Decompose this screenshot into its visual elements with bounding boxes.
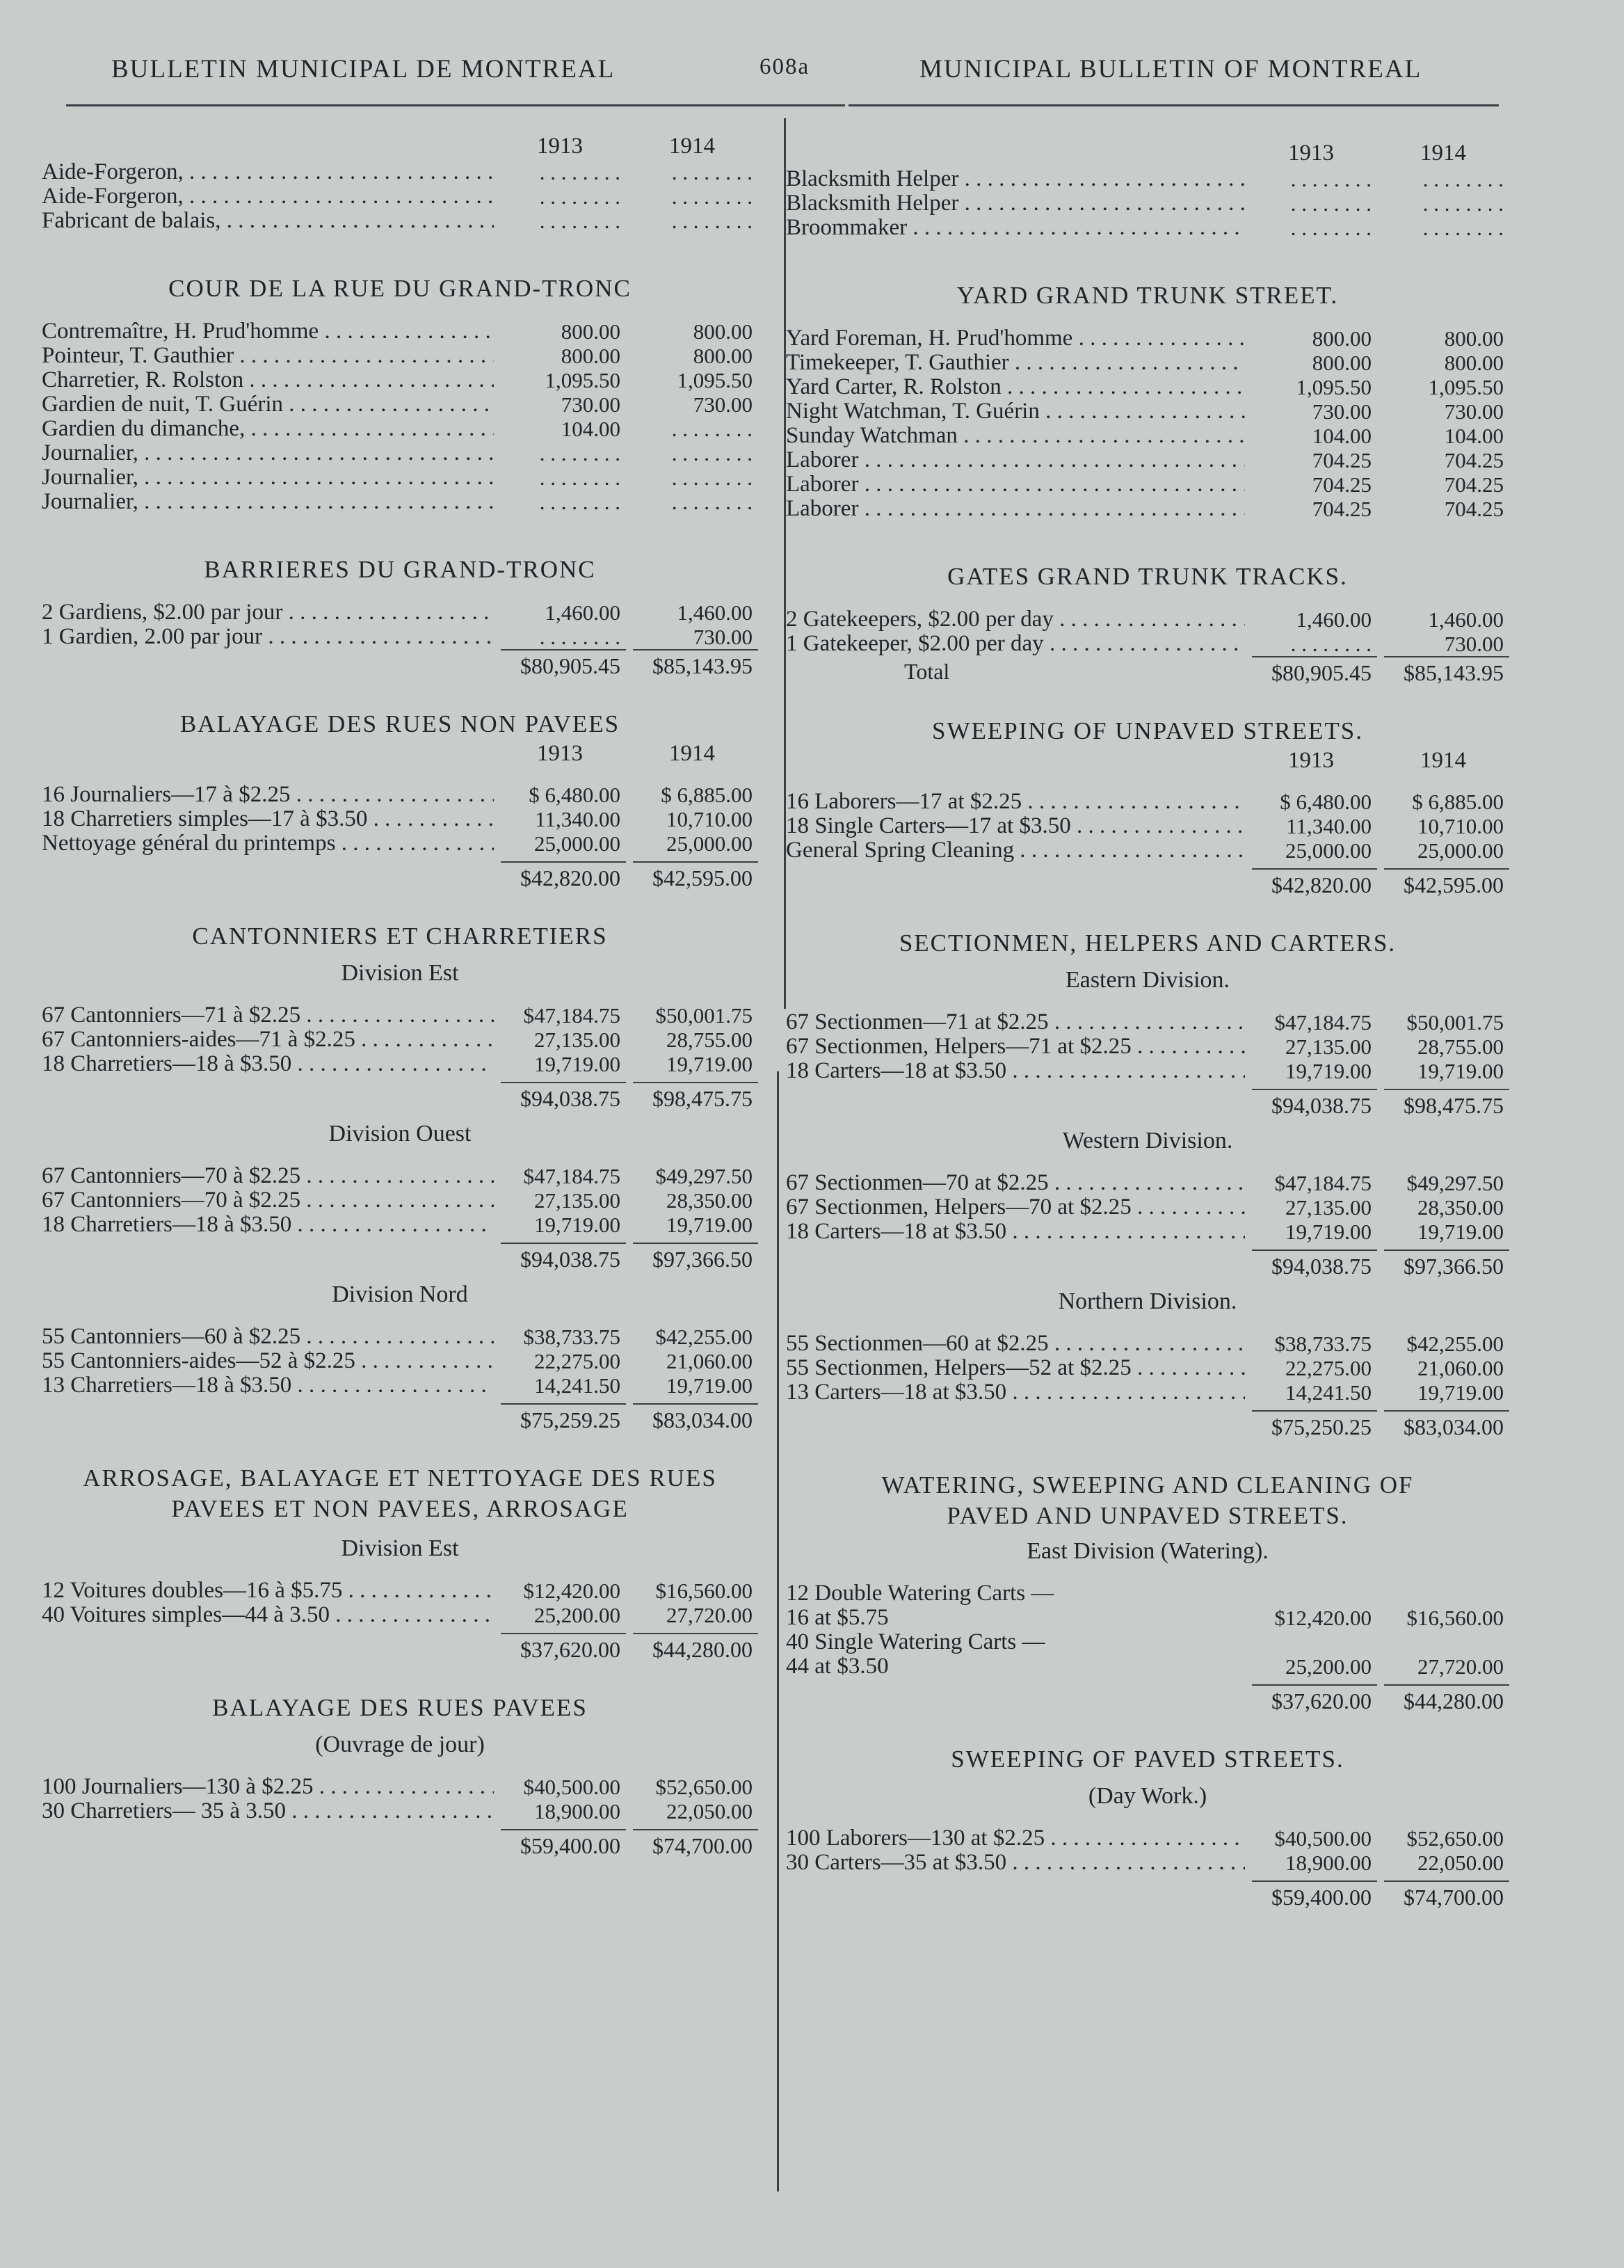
list-item: 18 Carters—18 at $3.50 . . . 19,719.00 19,719.00 [786,1220,1509,1244]
section-total: $75,250.25 $83,034.00 [786,1410,1509,1442]
list-item: 16 Journaliers—17 à $2.25 . . . $ 6,480.00 $ 6,885.00 [42,783,758,807]
subsection-title: Division Nord [332,1281,468,1307]
subsection-title: Eastern Division. [1065,967,1230,993]
list-item: 18 Charretiers—18 à $3.50 . . . 19,719.00 19,719.00 [42,1213,758,1237]
section-title: SECTIONMEN, HELPERS AND CARTERS. [899,929,1397,957]
list-item: 12 Voitures doubles—16 à $5.75 . . . $12,420.00 $16,560.00 [42,1579,758,1603]
section-title-line2: PAVEES ET NON PAVEES, ARROSAGE [171,1495,629,1522]
section-title: BARRIERES DU GRAND-TRONC [204,556,596,583]
list-item: 1 Gatekeeper, $2.00 per day . . . . . . . . . . . 730.00 [786,632,1509,656]
section-total: $94,038.75 $98,475.75 [42,1082,758,1114]
list-item: 40 Single Watering Carts — 44 at $3.50 25,200.00 27,720.00 [786,1629,1504,1679]
list-item: Night Watchman, T. Guérin . . . 730.00 730.00 [786,399,1509,424]
header-french-title: BULLETIN MUNICIPAL DE MONTREAL [111,55,616,83]
list-item: 18 Single Carters—17 at $3.50 . . . 11,340.00 10,710.00 [786,814,1509,838]
year-header: 1913 1914 [1288,141,1466,166]
section-total: Total $80,905.45 $85,143.95 [786,656,1509,688]
list-item: Journalier, . . . . . . . . . . . . . . . . . . . [42,441,758,465]
list-item: 100 Journaliers—130 à $2.25 . . . $40,500.00 $52,650.00 [42,1775,758,1799]
list-item: 1 Gardien, 2.00 par jour . . . . . . . . . . . 730.00 [42,625,758,649]
page-number: 608a [759,54,810,79]
list-item: Laborer . . . 704.25 704.25 [786,448,1509,472]
section-total: $59,400.00 $74,700.00 [42,1829,758,1861]
smiths-list [786,167,1509,240]
list-item: Gardien de nuit, T. Guérin . . . 730.00 730.00 [42,392,758,417]
list-item: Journalier, . . . . . . . . . . . . . . . . . . . [42,490,758,514]
section-title: GATES GRAND TRUNK TRACKS. [947,563,1348,590]
year-header: 1913 1914 [537,741,715,766]
column-divider-lower [777,1071,779,2191]
section-title: BALAYAGE DES RUES PAVEES [212,1694,588,1721]
list-item: Blacksmith Helper . . . . . . . . . . . . . . . . . . . [786,191,1509,216]
list-item: 13 Carters—18 at $3.50 . . . 14,241.50 19,719.00 [786,1380,1509,1405]
list-item: Laborer . . . 704.25 704.25 [786,472,1509,497]
subsection-title: (Ouvrage de jour) [315,1732,485,1757]
section-title: YARD GRAND TRUNK STREET. [956,282,1339,309]
year-header: 1913 1914 [1288,748,1466,773]
list-item: 18 Carters—18 at $3.50 . . . 19,719.00 19,719.00 [786,1059,1509,1083]
smiths-list [42,160,758,233]
list-item: Yard Foreman, H. Prud'homme . . . 800.00 800.00 [786,326,1509,351]
subsection-title: Division Ouest [328,1121,472,1147]
list-item: 30 Carters—35 at $3.50 . . . 18,900.00 22,050.00 [786,1851,1509,1875]
section-total: $59,400.00 $74,700.00 [786,1880,1509,1912]
subsection-title: Northern Division. [1058,1288,1237,1314]
subsection-title: Western Division. [1062,1128,1233,1153]
year-header [42,111,758,160]
list-item: Charretier, R. Rolston . . . 1,095.50 1,095.50 [42,368,758,392]
year-1913: 1913 [537,134,583,159]
total-label: Total [904,659,950,684]
yard-list [786,326,1509,521]
list-item: 13 Charretiers—18 à $3.50 . . . 14,241.50 19,719.00 [42,1373,758,1398]
list-item: 67 Sectionmen, Helpers—71 at $2.25 . . . 27,135.00 28,755.00 [786,1035,1509,1059]
subsection-title: (Day Work.) [1088,1783,1207,1809]
section-total: $42,820.00 $42,595.00 [786,868,1509,900]
list-item: Yard Carter, R. Rolston . . . 1,095.50 1,095.50 [786,375,1509,399]
section-title: SWEEPING OF PAVED STREETS. [951,1746,1344,1773]
section-total: $94,038.75 $97,366.50 [42,1243,758,1275]
section-title: BALAYAGE DES RUES NON PAVEES [179,710,620,737]
list-item: Aide-Forgeron, . . . . . . . . . . . . . . . . . . . [42,160,758,184]
subsection-title: Division Est [341,1535,459,1561]
list-item: 55 Sectionmen, Helpers—52 at $2.25 . . . 22,275.00 21,060.00 [786,1356,1509,1380]
list-item: Broommaker . . . . . . . . . . . . . . . . . . . [786,216,1509,240]
french-column [42,111,758,1861]
list-item: Laborer . . . 704.25 704.25 [786,497,1509,521]
section-total: $42,820.00 $42,595.00 [42,861,758,893]
list-item: Aide-Forgeron, . . . . . . . . . . . . . . . . . . . [42,184,758,209]
list-item: 55 Cantonniers-aides—52 à $2.25 . . . 22,275.00 21,060.00 [42,1349,758,1373]
english-column [786,111,1509,1912]
section-total: $37,620.00 $44,280.00 [786,1684,1509,1716]
section-title: COUR DE LA RUE DU GRAND-TRONC [168,275,632,302]
list-item: Gardien du dimanche, . . . 104.00 . . . . . . . . [42,417,758,441]
list-item: 18 Charretiers simples—17 à $3.50 . . . 11,340.00 10,710.00 [42,807,758,831]
list-item: 67 Cantonniers—70 à $2.25 . . . 27,135.00 28,350.00 [42,1188,758,1213]
subsection-title: Division Est [341,960,459,986]
list-item: 18 Charretiers—18 à $3.50 . . . 19,719.00 19,719.00 [42,1052,758,1076]
list-item: Contremaître, H. Prud'homme . . . 800.00 800.00 [42,319,758,344]
section-total: $94,038.75 $97,366.50 [786,1249,1509,1281]
list-item: 55 Sectionmen—60 at $2.25 . . . $38,733.75 $42,255.00 [786,1332,1509,1356]
header-rule-left [66,104,845,106]
section-title-line1: WATERING, SWEEPING AND CLEANING OF [881,1471,1414,1499]
list-item: 12 Double Watering Carts — 16 at $5.75 $12,420.00 $16,560.00 [786,1581,1504,1630]
header-english-title: MUNICIPAL BULLETIN OF MONTREAL [919,55,1422,83]
list-item: General Spring Cleaning . . . 25,000.00 25,000.00 [786,838,1509,863]
section-total: $75,259.25 $83,034.00 [42,1403,758,1435]
list-item: 55 Cantonniers—60 à $2.25 . . . $38,733.75 $42,255.00 [42,1325,758,1349]
section-title-line1: ARROSAGE, BALAYAGE ET NETTOYAGE DES RUES [83,1464,717,1492]
list-item: 67 Cantonniers—70 à $2.25 . . . $47,184.75 $49,297.50 [42,1164,758,1188]
yard-list [42,319,758,514]
list-item: Timekeeper, T. Gauthier . . . 800.00 800.00 [786,351,1509,375]
list-item: 16 Laborers—17 at $2.25 . . . $ 6,480.00 $ 6,885.00 [786,790,1509,814]
header-rule-right [849,104,1499,106]
list-item: 67 Sectionmen, Helpers—70 at $2.25 . . . 27,135.00 28,350.00 [786,1195,1509,1220]
list-item: 2 Gardiens, $2.00 par jour . . . 1,460.00 1,460.00 [42,600,758,625]
list-item: 67 Sectionmen—70 at $2.25 . . . $47,184.75 $49,297.50 [786,1171,1509,1195]
section-total: $37,620.00 $44,280.00 [42,1633,758,1665]
list-item: Pointeur, T. Gauthier . . . 800.00 800.00 [42,344,758,368]
list-item: 30 Charretiers— 35 à 3.50 . . . 18,900.00 22,050.00 [42,1799,758,1823]
list-item: Blacksmith Helper . . . . . . . . . . . . . . . . . . . [786,167,1509,191]
section-title: SWEEPING OF UNPAVED STREETS. [932,717,1363,744]
section-total: $94,038.75 $98,475.75 [786,1089,1509,1121]
year-1914: 1914 [669,134,715,159]
list-item: 67 Cantonniers-aides—71 à $2.25 . . . 27,135.00 28,755.00 [42,1028,758,1052]
section-total: $80,905.45 $85,143.95 [42,649,758,681]
list-item: Fabricant de balais, . . . . . . . . . . . . . . . . . . . [42,209,758,233]
list-item: Nettoyage général du printemps . . . 25,000.00 25,000.00 [42,831,758,856]
subsection-title: East Division (Watering). [1027,1538,1269,1564]
section-title-line2: PAVED AND UNPAVED STREETS. [947,1502,1349,1529]
list-item: 2 Gatekeepers, $2.00 per day . . . 1,460.00 1,460.00 [786,607,1509,632]
section-title: CANTONNIERS ET CHARRETIERS [192,923,608,950]
list-item: 67 Cantonniers—71 à $2.25 . . . $47,184.75 $50,001.75 [42,1003,758,1028]
list-item: Journalier, . . . . . . . . . . . . . . . . . . . [42,465,758,490]
list-item: 100 Laborers—130 at $2.25 . . . $40,500.00 $52,650.00 [786,1826,1509,1851]
list-item: 67 Sectionmen—71 at $2.25 . . . $47,184.75 $50,001.75 [786,1010,1509,1035]
list-item: Sunday Watchman . . . 104.00 104.00 [786,424,1509,448]
list-item: 40 Voitures simples—44 à 3.50 . . . 25,200.00 27,720.00 [42,1603,758,1627]
